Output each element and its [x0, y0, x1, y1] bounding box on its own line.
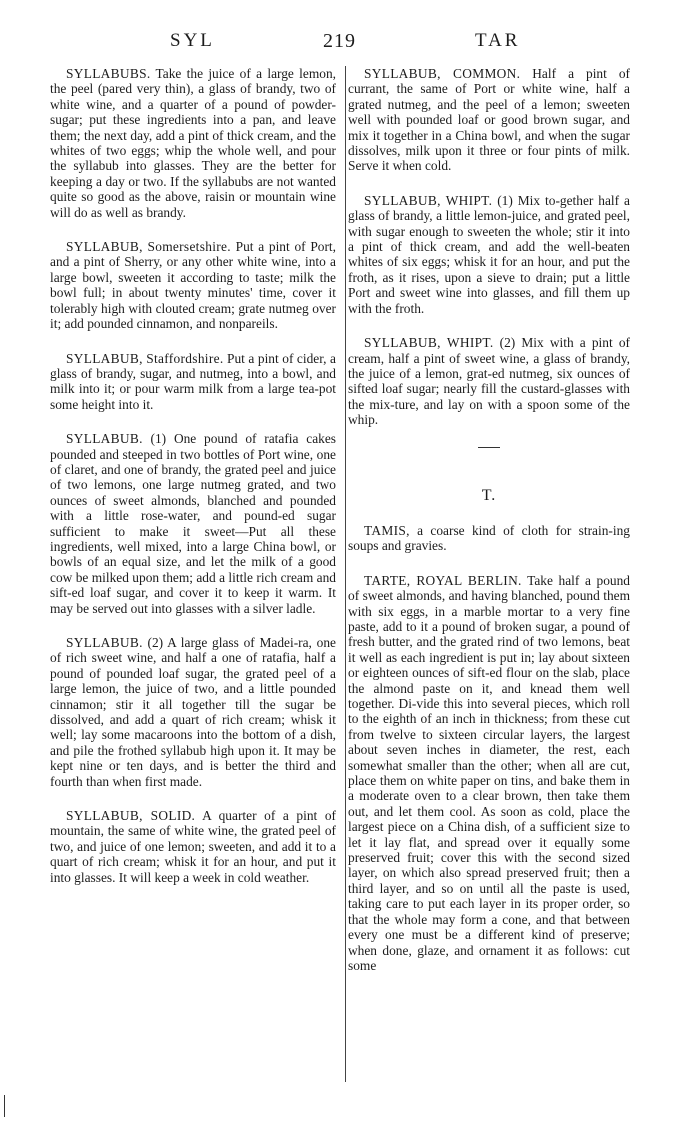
entry-syllabub-2: SYLLABUB. (2) A large glass of Madei-ra, one of rich sweet wine, and half a one of ratafia, half a pound of pounded loaf sugar, the grated peel of a large lemon, the juice of two, and a little pounded cinnamon; stir it all together till the sugar be dissolved, and add a quart of rich cream; whisk it well; lay some macaroons into the bottom of a dish, and pile the frothed syllabub high upon it. It may be kept nine or ten days, and is better the third and fourth than when first made. — [50, 635, 336, 789]
left-column — [50, 66, 336, 904]
entry-syllabub-whipt-1: SYLLABUB, WHIPT. (1) Mix to-gether half a glass of brandy, a little lemon-juice, and grated peel, with sugar enough to sweeten the whole; stir it into a pint of thick cream, and add the well-beaten whites of six eggs; whisk it for an hour, and put the froth, as it rises, upon a sieve to drain; put a little Port and sweet wine into glasses, and fill them up with the froth. — [348, 192, 630, 316]
margin-mark — [4, 1095, 5, 1117]
page-number: 219 — [323, 30, 356, 52]
entry-syllabub-solid: SYLLABUB, SOLID. A quarter of a pint of mountain, the same of white wine, the grated peel of two, and juice of one lemon; sweeten, and add it to a quart of rich cream; whisk it for an hour, and put it into glasses. It will keep a week in cold weather. — [50, 808, 337, 885]
entry-syllabub-somersetshire: SYLLABUB, Somersetshire. Put a pint of Port, and a pint of Sherry, or any other white wine, into a large bowl, sweeten it according to taste; milk the bowl full; in about twenty minutes' time, cover it tolerably high with clouted cream; grate nutmeg over it; add pounded cinnamon, and nonpareils. — [50, 239, 336, 332]
entry-syllabubs: SYLLABUBS. Take the juice of a large lemon, the peel (pared very thin), a glass of brandy, two of white wine, and a quarter of a pound of powder-sugar; put these ingredients into a pan, and leave them; the next day, add a pint of thick cream, and the whites of two eggs; whip the whole well, and pour the syllabub into glasses. They are the better for keeping a day or two. If the syllabubs are not wanted quite so good as the above, raisin or mountain wine will do as well as brandy. — [50, 66, 336, 220]
running-header — [0, 30, 700, 56]
header-left-guide-word: SYL — [170, 30, 215, 51]
entry-syllabub-staffordshire: SYLLABUB, Staffordshire. Put a pint of cider, a glass of brandy, sugar, and nutmeg, into a bowl, and milk into it; or pour warm milk from a large tea-pot some height into it. — [50, 350, 336, 412]
entry-syllabub-common: SYLLABUB, COMMON. Half a pint of currant, the same of Port or white wine, half a grated nutmeg, and the peel of a lemon; sweeten well with pounded loaf or good brown sugar, and mix it together in a China bowl, and when the sugar dissolves, milk upon it three or four pints of milk. Serve it when cold. — [348, 66, 631, 174]
header-right-guide-word: TAR — [475, 30, 521, 51]
entry-tamis: TAMIS, a coarse kind of cloth for strain-ing soups and gravies. — [348, 522, 630, 554]
entry-syllabub-1: SYLLABUB. (1) One pound of ratafia cakes pounded and steeped in two bottles of Port wine, one of claret, and one of brandy, the grated peel and juice of two lemons, one large nutmeg grated, and two ounces of sweet almonds, blanched and pounded with a little rose-water, and pound-ed sugar sufficient to make it sweet—Put all these ingredients, well mixed, into a large China bowl, or bowls of an equal size, and let the milk of a good cow be milked upon them; add a little rich cream and sift-ed loaf sugar, and cover it to keep it warm. It may be served out into glasses with a silver ladle. — [50, 431, 336, 616]
column-divider — [345, 66, 346, 1082]
entry-syllabub-whipt-2: SYLLABUB, WHIPT. (2) Mix with a pint of cream, half a pint of sweet wine, a glass of brandy, the juice of a lemon, grat-ed nutmeg, six ounces of sifted loaf sugar; nearly fill the custard-glasses with the mix-ture, and lay on with a spoon some of the whip. — [348, 335, 630, 428]
entry-tarte-royal-berlin: TARTE, ROYAL BERLIN. Take half a pound of sweet almonds, and having blanched, pound them with six eggs, in a marble mortar to a very fine paste, add to it a pound of broken sugar, a pound of fresh butter, and the grated rind of two lemons, beat it well as each ingredient is put in; lay about sixteen or eighteen ounces of sift-ed flour on the slab, place the almond paste on it, and knead them well together. Di-vide this into several pieces, which roll to the eighth of an inch in thickness; from these cut from twelve to sixteen circular layers, the largest about seven inches in diameter, the rest, each somewhat smaller than the other; when all are cut, place them on white paper on tins, and bake them in a moderate oven to a clear brown, then take them out, and let them cool. As soon as cold, place the largest piece on a China dish, of a sufficient size to let it lay flat, and spread over it equally some preserved fruit; cover this with the second sized layer, on which also spread preserved fruit; then a third layer, and so on until all the paste is used, taking care to put each layer in its proper order, so that the whole may form a cone, and that between every one must be a different kind of preserve; when done, glaze, and ornament it as follows: cut some — [348, 572, 630, 973]
section-letter: T. — [481, 486, 497, 504]
right-column — [348, 66, 630, 992]
section-rule — [478, 447, 500, 448]
